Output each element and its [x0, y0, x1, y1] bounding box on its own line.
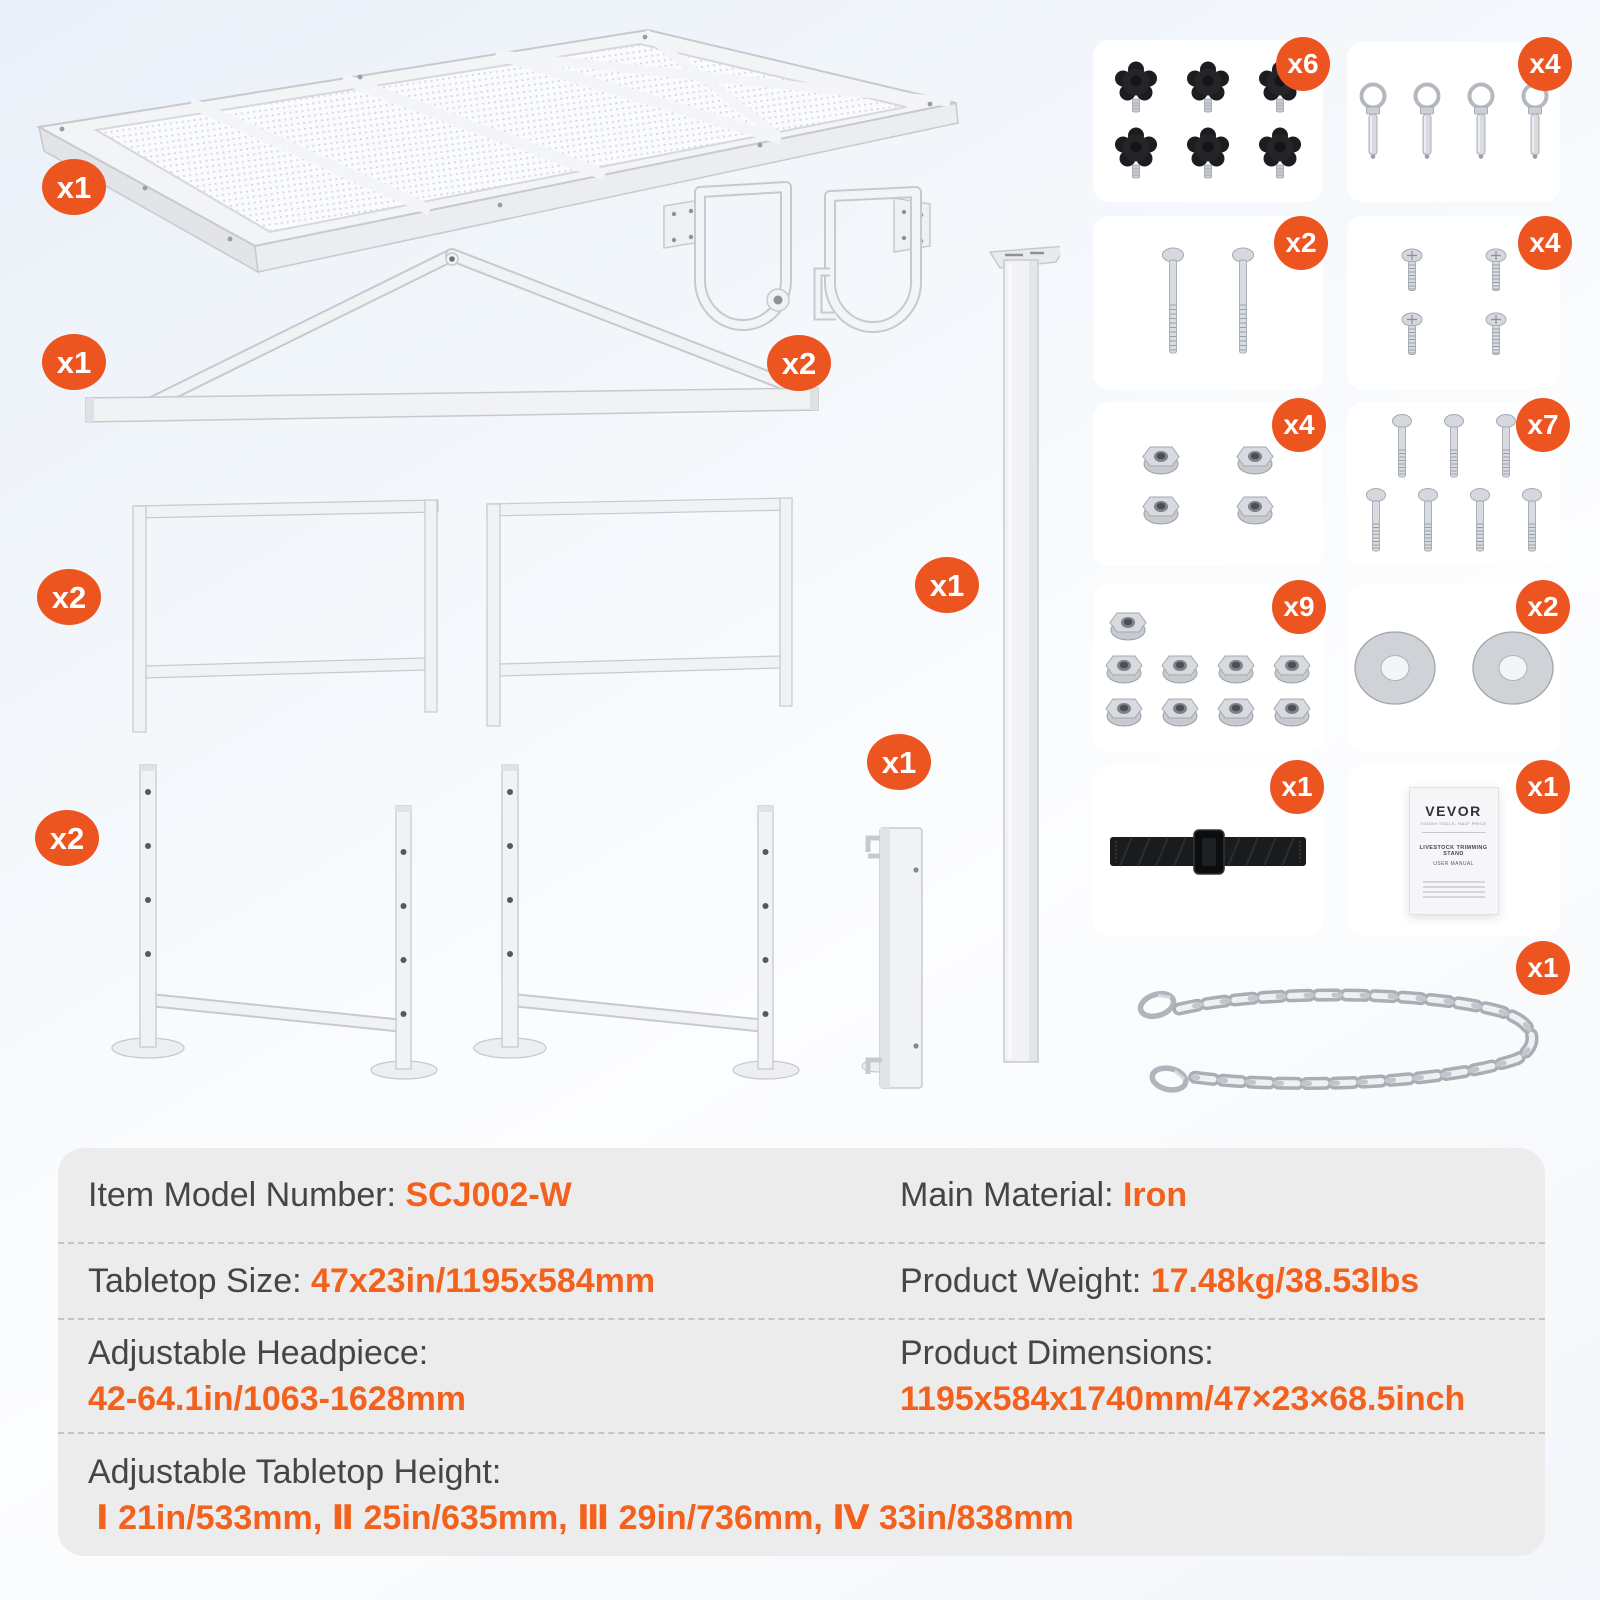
spec-label-model: Item Model Number: [88, 1176, 396, 1214]
ring-pins-row [1347, 81, 1560, 163]
bolt [1441, 414, 1467, 480]
ring-pins-items [1347, 81, 1560, 163]
buckle-strap [1108, 822, 1308, 880]
flange-nut [1269, 692, 1315, 730]
user-manual [1409, 787, 1499, 915]
lower-leg-frames [112, 765, 799, 1079]
qty-badge-washers: x2 [1516, 580, 1570, 634]
flange-nut [1138, 490, 1184, 528]
qty-badge-ring-pins: x4 [1518, 37, 1572, 91]
screw [1398, 312, 1426, 358]
qty-badge-headpiece-triangle: x1 [42, 334, 106, 390]
star-knob [1258, 127, 1302, 181]
screw [1398, 248, 1426, 294]
flange-nuts-small-row [1093, 490, 1323, 528]
manual-rule [1422, 832, 1486, 833]
spec-label-tabletop-height: Adjustable Tabletop Height: [88, 1453, 502, 1491]
spec-value-tabletop-height: Ⅰ 21in/533mm, Ⅱ 25in/635mm, Ⅲ 29in/736mm, Ⅳ 33in/838mm [96, 1499, 1074, 1537]
bolt [1519, 488, 1545, 554]
spec-label-tabletop-size: Tabletop Size: [88, 1262, 302, 1300]
qty-badge-upper-leg-frames: x2 [37, 569, 101, 625]
spec-cell-headpiece [88, 1320, 900, 1432]
star-knob [1186, 127, 1230, 181]
qty-badge-hanging-brackets: x2 [767, 335, 831, 391]
qty-badge-support-post: x1 [915, 557, 979, 613]
washers-items [1347, 627, 1560, 709]
screw [1482, 312, 1510, 358]
support-post [990, 246, 1060, 1062]
long-bolt [1228, 247, 1258, 359]
flange-nut [1213, 692, 1259, 730]
flange-nut [1157, 649, 1203, 687]
spec-table [58, 1148, 1545, 1556]
bolt [1363, 488, 1389, 554]
washer [1349, 627, 1441, 709]
bolt [1493, 414, 1519, 480]
bolts-row [1347, 488, 1560, 554]
flange-nut [1138, 440, 1184, 478]
qty-badge-bolts: x7 [1516, 398, 1570, 452]
spec-row-4 [58, 1432, 1545, 1556]
spec-cell-tabletop-size [88, 1244, 900, 1318]
flange-nut [1105, 606, 1151, 644]
manual-tagline: TOUGH TOOLS, HALF PRICE [1420, 821, 1487, 826]
flange-nut [1101, 692, 1147, 730]
spec-row-3 [58, 1318, 1545, 1432]
bolt [1415, 488, 1441, 554]
flange-nut [1232, 490, 1278, 528]
long-bolt [1158, 247, 1188, 359]
knobs-row [1093, 127, 1323, 181]
flange-nut [1213, 649, 1259, 687]
spec-row-1 [58, 1148, 1545, 1242]
manual-brand: VEVOR [1425, 803, 1482, 819]
spec-value-model: SCJ002-W [405, 1176, 572, 1214]
bolt [1389, 414, 1415, 480]
mounting-bar [862, 828, 922, 1088]
spec-cell-tabletop-height [88, 1434, 1545, 1556]
bolt [1467, 488, 1493, 554]
qty-badge-manual: x1 [1516, 760, 1570, 814]
flange-nut [1269, 649, 1315, 687]
safety-chain [1095, 975, 1565, 1125]
qty-badge-chain: x1 [1516, 941, 1570, 995]
qty-badge-mounting-bar: x1 [867, 734, 931, 790]
flange-nuts-large-row [1093, 649, 1323, 687]
spec-cell-dimensions [900, 1320, 1545, 1432]
manual-title: LIVESTOCK TRIMMING STAND [1419, 845, 1488, 857]
qty-badge-screws: x4 [1518, 216, 1572, 270]
ring-pin [1514, 81, 1556, 163]
qty-badge-flange-nuts-large: x9 [1272, 580, 1326, 634]
spec-label-material: Main Material: [900, 1176, 1114, 1214]
flange-nut [1101, 649, 1147, 687]
mesh-tabletop [39, 30, 958, 272]
hanging-brackets [664, 187, 930, 327]
qty-badge-flange-nuts-small: x4 [1272, 398, 1326, 452]
washers-row [1347, 627, 1560, 709]
spec-value-material: Iron [1122, 1176, 1188, 1214]
flange-nuts-small-items [1093, 440, 1323, 528]
qty-badge-mesh-tabletop: x1 [42, 159, 106, 215]
qty-badge-long-bolts: x2 [1274, 216, 1328, 270]
flange-nut [1232, 440, 1278, 478]
ring-pin [1460, 81, 1502, 163]
parts-illustration [0, 0, 1060, 1100]
flange-nut [1157, 692, 1203, 730]
upper-leg-frames [133, 498, 792, 732]
star-knob [1186, 61, 1230, 115]
star-knob [1114, 61, 1158, 115]
headpiece-triangle-frame [86, 253, 818, 422]
screw [1482, 248, 1510, 294]
star-knob [1114, 127, 1158, 181]
spec-row-2 [58, 1242, 1545, 1318]
ring-pin [1406, 81, 1448, 163]
spec-label-weight: Product Weight: [900, 1262, 1142, 1300]
qty-badge-knobs: x6 [1276, 37, 1330, 91]
flange-nuts-large-row [1093, 692, 1323, 730]
manual-text-lines [1410, 881, 1498, 898]
spec-cell-material [900, 1148, 1545, 1242]
spec-cell-model [88, 1148, 900, 1242]
spec-value-weight: 17.48kg/38.53lbs [1150, 1262, 1420, 1300]
spec-cell-weight [900, 1244, 1545, 1318]
spec-value-dimensions: 1195x584x1740mm/47×23×68.5inch [900, 1380, 1466, 1418]
ring-pin [1352, 81, 1394, 163]
qty-badge-lower-leg-frames: x2 [35, 810, 99, 866]
spec-value-headpiece: 42-64.1in/1063-1628mm [88, 1380, 467, 1418]
spec-label-dimensions: Product Dimensions: [900, 1334, 1214, 1372]
screws-row [1347, 312, 1560, 358]
manual-subtitle: USER MANUAL [1433, 861, 1474, 867]
qty-badge-strap: x1 [1270, 760, 1324, 814]
spec-label-headpiece: Adjustable Headpiece: [88, 1334, 429, 1372]
washer [1467, 627, 1559, 709]
spec-value-tabletop-size: 47x23in/1195x584mm [311, 1262, 656, 1300]
